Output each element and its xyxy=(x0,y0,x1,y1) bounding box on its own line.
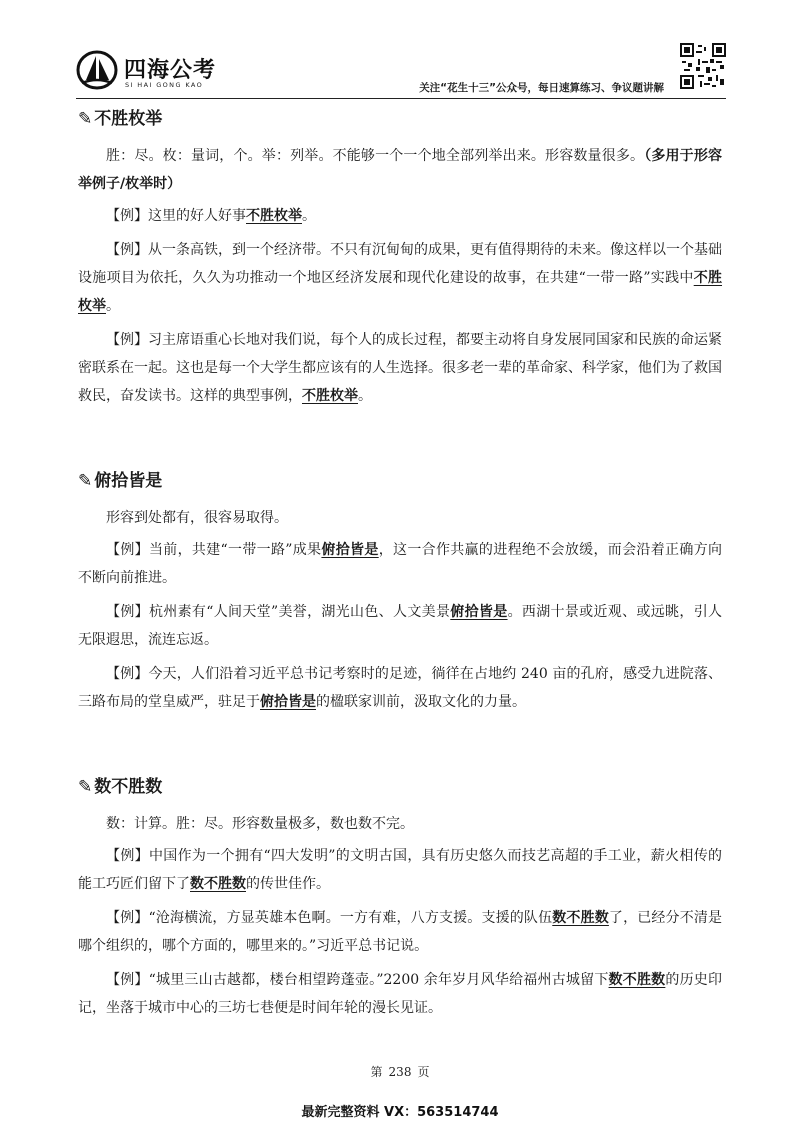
example-tag: 【例】 xyxy=(106,972,149,988)
pencil-icon: ✎ xyxy=(78,777,93,797)
idiom-title: 俯拾皆是 xyxy=(94,471,163,491)
example-paragraph: 【例】当前，共建“一带一路”成果俯拾皆是，这一合作共赢的进程绝不会放缓，而会沿着正确方向不断向前推进。 xyxy=(78,542,723,586)
example-paragraph: 【例】习主席语重心长地对我们说，每个人的成长过程，都要主动将自身发展同国家和民族的命运紧密联系在一起。这也是每一个大学生都应该有的人生选择。很多老一辈的革命家、科学家，他们为了救国救民，奋发读书。这样的典型事例，不胜枚举。 xyxy=(78,332,722,404)
example-tag: 【例】 xyxy=(106,604,149,620)
example-paragraph: 【例】这里的好人好事不胜枚举。 xyxy=(106,208,316,224)
example-tag: 【例】 xyxy=(106,242,148,258)
highlighted-idiom: 数不胜数 xyxy=(190,876,246,892)
idiom-definition: 形容到处都有，很容易取得。 xyxy=(106,510,288,526)
footer-contact: 最新完整资料 VX：563514744 xyxy=(301,1105,499,1120)
example-paragraph: 【例】中国作为一个拥有“四大发明”的文明古国，具有历史悠久而技艺高超的手工业，薪火相传的能工巧匠们留下了数不胜数的传世佳作。 xyxy=(78,848,723,892)
section-title xyxy=(78,104,722,134)
example-tag: 【例】 xyxy=(106,208,148,224)
example-paragraph: 【例】“沧海横流，方显英雄本色啊。一方有难，八方支援。支援的队伍数不胜数了，已经分不清是哪个组织的，哪个方面的，哪里来的。”习近平总书记说。 xyxy=(78,910,723,954)
example-tag: 【例】 xyxy=(106,910,149,926)
qr-code-icon xyxy=(680,43,726,89)
usage-note: （多用于形容举例子/枚举时） xyxy=(78,148,723,192)
example-tag: 【例】 xyxy=(106,666,149,682)
example-tag: 【例】 xyxy=(106,848,149,864)
highlighted-idiom: 不胜枚举 xyxy=(78,270,723,314)
example-paragraph: 【例】杭州素有“人间天堂”美誉，湖光山色、人文美景俯拾皆是。西湖十景或近观、或远眺，引人无限遐思，流连忘返。 xyxy=(78,604,723,648)
highlighted-idiom: 不胜枚举 xyxy=(302,388,358,404)
section-title xyxy=(78,466,722,496)
example-paragraph: 【例】“城里三山古越都，楼台相望跨蓬壶。”2200 余年岁月风华给福州古城留下数不胜数的历史印记，坐落于城市中心的三坊七巷便是时间年轮的漫长见证。 xyxy=(78,972,723,1016)
example-paragraph: 【例】从一条高铁，到一个经济带。不只有沉甸甸的成果，更有值得期待的未来。像这样以一个基础设施项目为依托，久久为功推动一个地区经济发展和现代化建设的故事，在共建“一带一路”实践中不胜枚举。 xyxy=(78,242,723,314)
idiom-title: 不胜枚举 xyxy=(94,109,163,129)
header-divider xyxy=(76,98,726,99)
example-tag: 【例】 xyxy=(106,332,148,348)
pencil-icon: ✎ xyxy=(78,471,93,491)
idiom-title: 数不胜数 xyxy=(94,777,163,797)
idiom-section-fushijieshi xyxy=(78,466,722,716)
idiom-section-bushengmeiju xyxy=(78,104,722,410)
section-title xyxy=(78,772,722,802)
page-header xyxy=(76,40,726,98)
idiom-definition: 数：计算。胜：尽。形容数量极多，数也数不完。 xyxy=(106,816,414,832)
highlighted-idiom: 俯拾皆是 xyxy=(321,542,379,558)
brand-subtitle: SI HAI GONG KAO xyxy=(125,81,204,89)
highlighted-idiom: 数不胜数 xyxy=(552,910,609,926)
highlighted-idiom: 数不胜数 xyxy=(608,972,666,988)
sailboat-logo-icon xyxy=(76,50,118,90)
idiom-section-shubushengshu xyxy=(78,772,722,1022)
highlighted-idiom: 不胜枚举 xyxy=(246,208,302,224)
example-paragraph: 【例】今天，人们沿着习近平总书记考察时的足迹，徜徉在占地约 240 亩的孔府，感受九进院落、三路布局的堂皇威严，驻足于俯拾皆是的楹联家训前，汲取文化的力量。 xyxy=(78,666,723,710)
idiom-definition: 胜：尽。枚：量词，个。举：列举。不能够一个一个地全部列举出来。形容数量很多。（多用于形容举例子/枚举时） xyxy=(78,148,723,192)
page-number: 第 238 页 xyxy=(370,1065,430,1079)
highlighted-idiom: 俯拾皆是 xyxy=(450,604,508,620)
highlighted-idiom: 俯拾皆是 xyxy=(260,694,316,710)
example-tag: 【例】 xyxy=(106,542,149,558)
pencil-icon: ✎ xyxy=(78,109,93,129)
page-content xyxy=(78,104,722,1078)
brand-name: 四海公考 xyxy=(124,58,217,83)
header-slogan: 关注“花生十三”公众号，每日速算练习、争议题讲解 xyxy=(419,82,664,94)
